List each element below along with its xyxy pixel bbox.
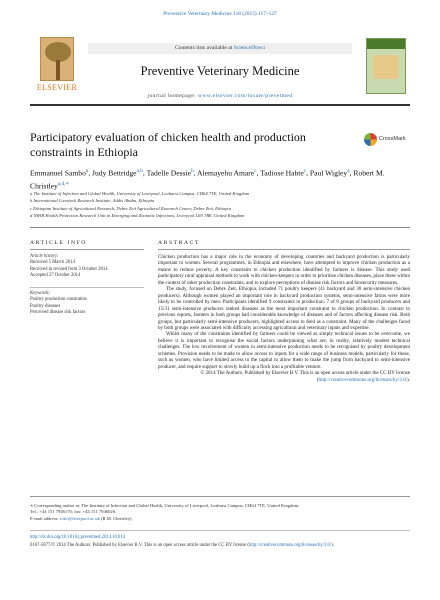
keyword-item: Poultry diseases bbox=[30, 303, 61, 309]
author-affiliation-marker[interactable]: a bbox=[347, 168, 350, 174]
journal-homepage bbox=[90, 93, 350, 99]
history-item: Received in revised form 3 October 2014 bbox=[30, 266, 108, 272]
header-divider bbox=[30, 104, 410, 106]
abstract-paragraphs bbox=[158, 254, 410, 370]
abstract-divider bbox=[158, 249, 410, 250]
abstract-paragraph: The study, focused on Debre Zeit, Ethiopia, included 71 poultry keepers (41 backyard and 30 semi-intensive chicken producers). Although women played an important role in backyard production systems, semi-intensive farms were more likely to be controlled by men. Participants identified 9 constraints to production: 7 of 8 groups of backyard producers and 15/31 semi-intensive producers ranked diseases as the most important constraint to chicken production. In contrast to previous reports, farmers in both groups had considerable knowledge of diseases and of factors affecting disease risk. Both groups, but particularly semi-intensive producers, highlighted access to feed as a constraint. Many of the challenges faced by both groups were associated with difficulty accessing agricultural and veterinary inputs and expertise. bbox=[158, 286, 410, 331]
article-info-heading: ARTICLE INFO bbox=[30, 240, 87, 246]
article-title: Participatory evaluation of chicken health and production constraints in Ethiopia bbox=[30, 130, 306, 159]
author-separator: , bbox=[349, 168, 354, 178]
abstract-paragraph: Chicken production has a major role in the economy of developing countries and backyard production is particularly important to women. Several programmes, in Ethiopia and elsewhere, have attempted to improve chicken production as a means to reduce poverty. A key constraint to chicken production identified by farmers is disease. This study used participatory rural appraisal methods to work with chicken-keepers in order to prioritise chicken diseases, place these within the context of other production constraints, and to explore perceptions of disease risk factors and biosecurity measures. bbox=[158, 254, 410, 286]
author-name[interactable]: Tadiose Habte bbox=[260, 168, 304, 178]
author-name[interactable]: Paul Wigley bbox=[309, 168, 348, 178]
footnote-divider bbox=[30, 496, 410, 497]
license-suffix: ). bbox=[407, 376, 410, 383]
doi-link[interactable]: http://dx.doi.org/10.1016/j.prevetmed.2014.10.014 bbox=[30, 535, 126, 540]
author-name[interactable]: Alemayehu Amare bbox=[197, 168, 255, 178]
crossmark-label: CrossMark bbox=[379, 136, 406, 142]
crossmark-icon bbox=[364, 133, 377, 146]
keyword-item: Poultry production constraints bbox=[30, 297, 87, 303]
affiliation-item: c Ethiopian Institute of Agricultural Research, Debre Zeit Agricultural Research Center, Debre Zeit, Ethiopia bbox=[30, 205, 231, 211]
history-item: Received 5 March 2014 bbox=[30, 260, 75, 266]
author-name[interactable]: Emmanuel Sambo bbox=[30, 168, 86, 178]
abstract-body bbox=[158, 254, 410, 383]
elsevier-logo[interactable] bbox=[34, 37, 80, 95]
author-name[interactable]: Judy Bettridge bbox=[92, 168, 137, 178]
author-name[interactable]: Tadelle Dessie bbox=[146, 168, 191, 178]
author-separator: , bbox=[193, 168, 198, 178]
author-affiliation-marker[interactable]: a,d,∗ bbox=[57, 180, 70, 187]
journal-cover-image[interactable] bbox=[366, 38, 406, 94]
author-separator: , bbox=[88, 168, 93, 178]
author-separator: , bbox=[256, 168, 261, 178]
keywords bbox=[30, 291, 144, 317]
affiliation-item: b International Livestock Research Institute, Addis Ababa, Ethiopia bbox=[30, 198, 155, 204]
author-name[interactable]: Robert M. Christley bbox=[30, 168, 385, 191]
email-prefix: E-mail address: bbox=[30, 515, 60, 521]
history-list bbox=[30, 260, 144, 279]
section-divider bbox=[30, 227, 410, 228]
contact-phone: Tel.: +44 151 7946170; fax: +44 151 7946026. bbox=[30, 509, 117, 515]
affiliation-item: a The Institute of Infection and Global Health, University of Liverpool, Leahurst Campus, CH64 7TE, United Kingdom bbox=[30, 191, 250, 196]
author-affiliation-marker[interactable]: c bbox=[303, 168, 307, 174]
author-separator: , bbox=[306, 168, 310, 178]
author-affiliation-marker[interactable]: b bbox=[190, 168, 194, 174]
affiliation-list bbox=[30, 190, 410, 220]
journal-reference: Preventive Veterinary Medicine 118 (2015) 117–127 bbox=[163, 11, 277, 17]
sciencedirect-link[interactable]: ScienceDirect bbox=[233, 45, 266, 51]
homepage-link[interactable]: www.elsevier.com/locate/prevetmed bbox=[197, 93, 293, 99]
copyright-line bbox=[30, 543, 410, 549]
license-statement bbox=[158, 370, 410, 383]
license-link[interactable]: http://creativecommons.org/licenses/by/3.0/ bbox=[318, 376, 408, 383]
journal-title: Preventive Veterinary Medicine bbox=[140, 64, 300, 78]
article-history bbox=[30, 254, 144, 280]
copyright-prefix: 0167-5877/© 2014 The Authors. Published by Elsevier B.V. This is an open access article under the CC BY license ( bbox=[30, 543, 249, 548]
author-affiliation-marker[interactable]: a,b bbox=[136, 168, 143, 174]
doi-divider bbox=[30, 530, 410, 531]
abstract-paragraph: Whilst many of the constraints identified by farmers could be viewed as simply technical issues to be overcome, we believe it is important to recognise the social factors underpinning what are, in reality, relatively modest technical challenges. The low involvement of women in semi-intensive production needs to be recognised by poultry development schemes. Provision needs to be made to allow access to inputs for a wide range of business models, particularly for those, such as women, who have limited access to the capital to allow them to make the jump from backyard to semi-intensive producer, and require support to slowly build up a flock into a profitable venture. bbox=[158, 331, 410, 370]
contents-prefix: Contents lists available at bbox=[174, 45, 234, 51]
homepage-prefix: journal homepage: bbox=[147, 93, 198, 99]
email-suffix: (R.M. Christley). bbox=[99, 515, 133, 521]
copyright-suffix: ). bbox=[331, 543, 334, 548]
author-affiliation-marker[interactable]: a bbox=[85, 168, 89, 174]
corresponding-footnote bbox=[30, 503, 410, 522]
copyright-license-link[interactable]: http://creativecommons.org/licenses/by/3.0/ bbox=[248, 543, 332, 548]
license-prefix: © 2014 The Authors. Published by Elsevier B.V. This is an open access article under the CC BY license ( bbox=[200, 370, 410, 383]
contents-line bbox=[90, 45, 350, 51]
keyword-item: Perceived disease risk factors bbox=[30, 310, 86, 316]
keywords-label: Keywords: bbox=[30, 291, 51, 296]
contact-email bbox=[30, 516, 410, 522]
author-list bbox=[30, 166, 410, 191]
publisher-name: ELSEVIER bbox=[36, 83, 78, 92]
info-divider bbox=[30, 249, 144, 250]
email-link[interactable]: robc@liverpool.ac.uk bbox=[59, 515, 100, 521]
abstract-heading: ABSTRACT bbox=[158, 240, 201, 246]
author-separator: , bbox=[142, 168, 147, 178]
keywords-divider bbox=[30, 287, 144, 288]
elsevier-tree-icon bbox=[40, 37, 74, 81]
crossmark-badge[interactable] bbox=[364, 132, 410, 148]
history-item: Accepted 27 October 2014 bbox=[30, 273, 81, 279]
author-affiliation-marker[interactable]: c bbox=[254, 168, 257, 174]
keyword-list bbox=[30, 297, 144, 316]
history-label: Article history: bbox=[30, 254, 59, 259]
affiliation-item: d NIHR Health Protection Research Unit in Emerging and Zoonotic Infections, Liverpool L69 7BE, United Kingdom bbox=[30, 213, 245, 219]
corresponding-author: ∗ Corresponding author at: The Institute of Infection and Global Health, University of Liverpool, Leahurst Campus, CH64 7TE, United Kingdom. bbox=[30, 503, 300, 508]
